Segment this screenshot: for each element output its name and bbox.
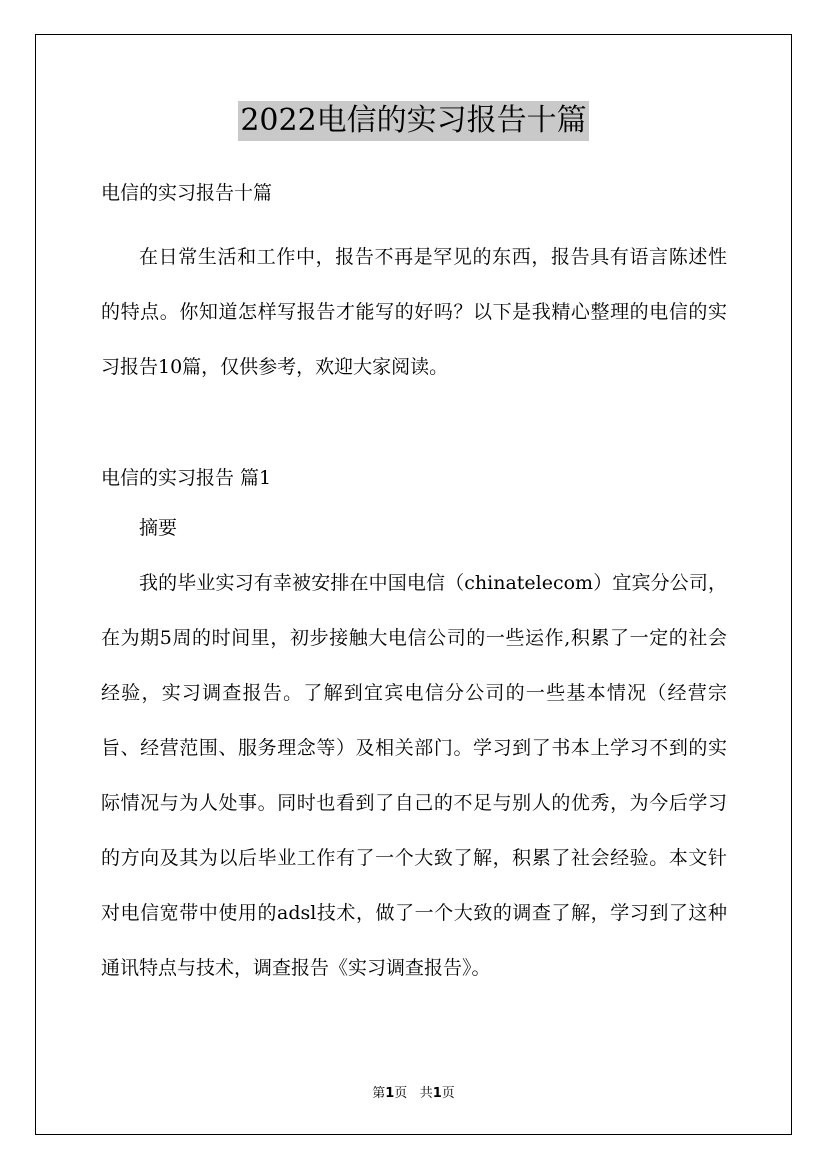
total-label-suffix: 页 [441, 1086, 455, 1101]
abstract-paragraph: 我的毕业实习有幸被安排在中国电信（chinatelecom）宜宾分公司，在为期5周的时间里，初步接触大电信公司的一些运作,积累了一定的社会经验，实习调查报告。了解到宜宾电信分公司的一些基本情况（经营宗旨、经营范围、服务理念等）及相关部门。学习到了书本上学习不到的实际情况与为人处事。同时也看到了自己的不足与别人的优秀，为今后学习的方向及其为以后毕业工作有了一个大致了解，积累了社会经验。本文针对电信宽带中使用的adsl技术，做了一个大致的调查了解，学习到了这种通讯特点与技术，调查报告《实习调查报告》。 [101, 572, 727, 979]
page-label-prefix: 第 [372, 1086, 386, 1101]
total-label-prefix: 共 [419, 1086, 433, 1101]
document-body [101, 170, 727, 996]
document-title: 2022电信的实习报告十篇 [238, 101, 588, 141]
abstract-label: 摘要 [139, 517, 178, 539]
spacer [101, 216, 727, 230]
document-subtitle: 电信的实习报告十篇 [101, 182, 273, 204]
section-heading: 电信的实习报告 篇1 [101, 467, 272, 489]
spacer [101, 395, 727, 455]
page-number: 1 [385, 1086, 395, 1101]
page-label-suffix: 页 [394, 1086, 408, 1101]
title-container [0, 101, 827, 141]
intro-paragraph: 在日常生活和工作中，报告不再是罕见的东西，报告具有语言陈述性的特点。你知道怎样写报告才能写的好吗？以下是我精心整理的电信的实习报告10篇，仅供参考，欢迎大家阅读。 [101, 246, 727, 378]
total-pages: 1 [432, 1086, 442, 1101]
page-footer [0, 1082, 827, 1101]
